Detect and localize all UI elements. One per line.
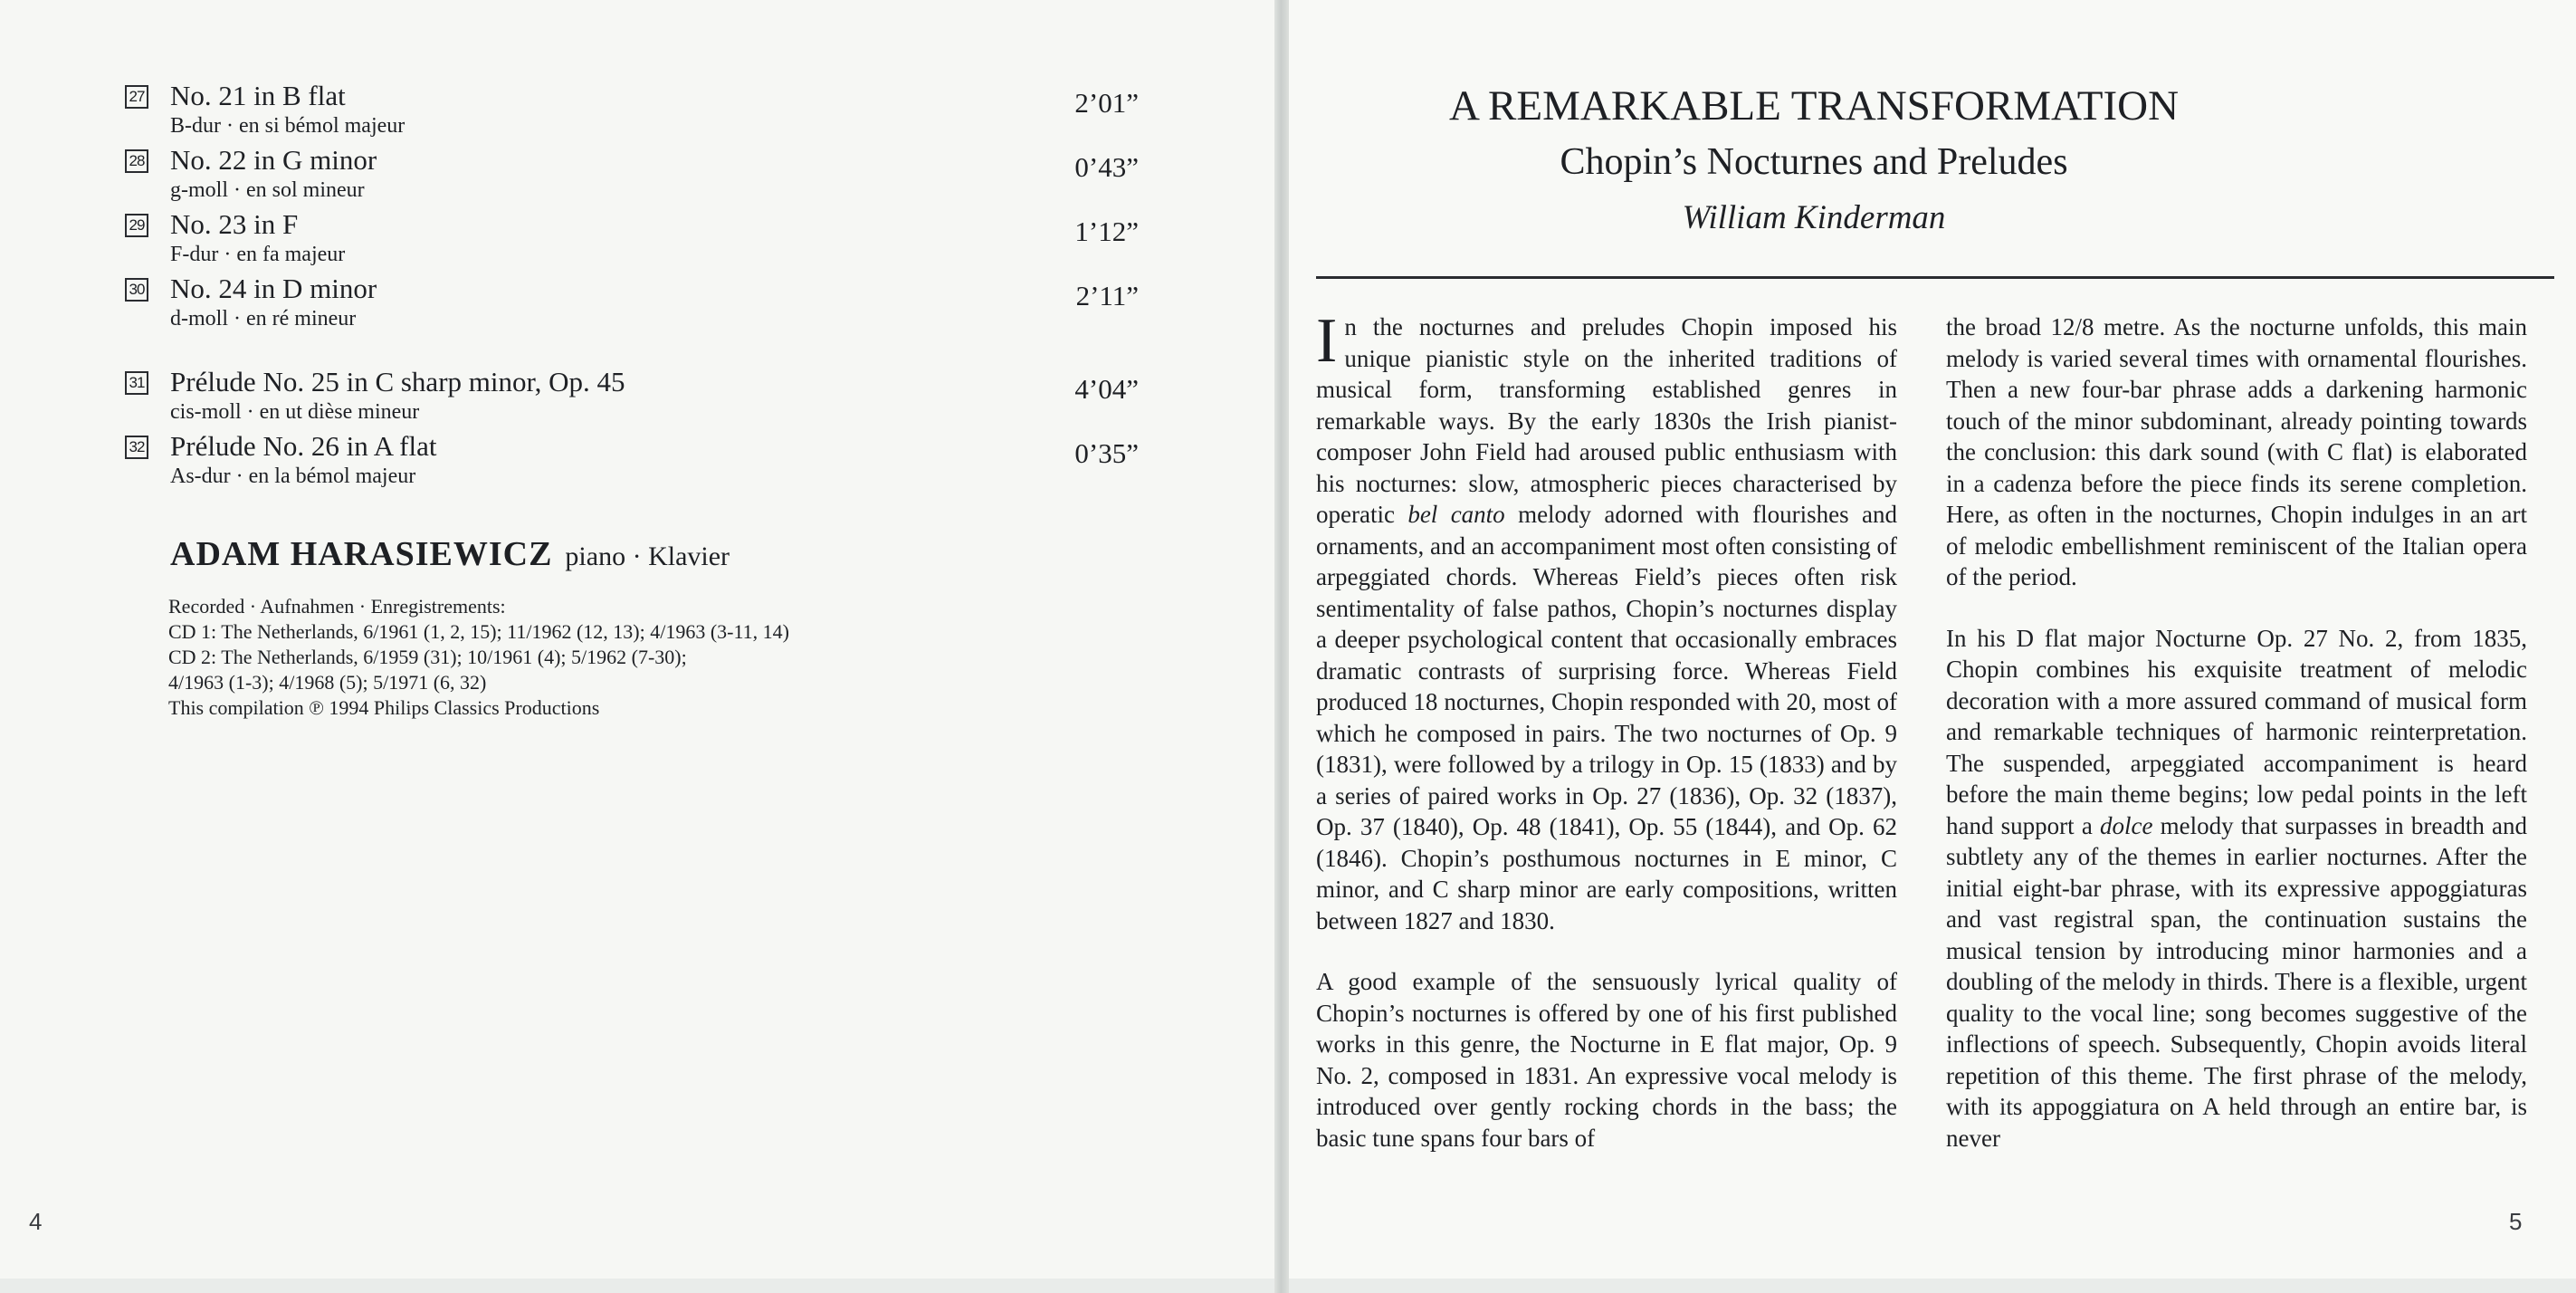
left-page xyxy=(0,0,1274,1279)
track-duration: 2’01” xyxy=(1074,87,1139,119)
track-duration: 2’11” xyxy=(1075,280,1139,311)
track-title: Prélude No. 26 in A flat xyxy=(170,430,437,462)
track-number: 30 xyxy=(125,278,148,302)
track-number: 27 xyxy=(125,85,148,109)
track-duration: 0’35” xyxy=(1074,437,1139,469)
page-number: 5 xyxy=(2509,1208,2523,1235)
track-key: As-dur · en la bémol majeur xyxy=(170,465,416,488)
track-title: No. 22 in G minor xyxy=(170,144,377,176)
track-title: Prélude No. 25 in C sharp minor, Op. 45 xyxy=(170,366,625,397)
essay-author: William Kinderman xyxy=(1682,199,1946,236)
track-number: 32 xyxy=(125,436,148,459)
booklet-spine xyxy=(1274,0,1289,1293)
credit-line: 4/1963 (1-3); 4/1968 (5); 5/1971 (6, 32) xyxy=(168,671,487,694)
essay-title: A REMARKABLE TRANSFORMATION xyxy=(1448,82,2180,129)
paragraph: In the nocturnes and preludes Chopin imposed his unique pianistic style on the inherited traditions of musical form, transforming established genres in remarkable ways. By the early 1830s the Irish pianist-composer John Field had aroused public enthusiasm with his nocturnes: slow, atmospheric pieces characterised by operatic bel canto melody adorned with flourishes and ornaments, and an accompaniment most often consisting of arpeggiated chords. Whereas Field’s pieces often risk sentimentality of false pathos, Chopin’s nocturnes display a deeper psychological content that occasionally embraces dramatic contrasts of surprising force. Whereas Field produced 18 nocturnes, Chopin responded with 20, most of which he composed in pairs. The two nocturnes of Op. 9 (1831), were followed by a trilogy in Op. 15 (1833) and by a series of paired works in Op. 27 (1836), Op. 32 (1837), Op. 37 (1840), Op. 48 (1841), Op. 55 (1844), and Op. 62 (1846). Chopin’s posthumous nocturnes in E minor, C minor, and C sharp minor are early compositions, written between 1827 and 1830. xyxy=(1316,306,1897,934)
credit-line: Recorded · Aufnahmen · Enregistrements: xyxy=(168,595,506,618)
text-column-1 xyxy=(1316,306,1897,1154)
track-number: 29 xyxy=(125,214,148,237)
recording-credits xyxy=(168,594,789,721)
paragraph: A good example of the sensuously lyrical quality of Chopin’s nocturnes is offered by one of his first published works in this genre, the Nocturne in E flat major, Op. 9 No. 2, composed in 1831. An expressive vocal melody is introduced over gently rocking chords in the bass; the basic tune spans four bars of xyxy=(1316,968,1897,1152)
text-column-2 xyxy=(1946,311,2527,1154)
track-title: No. 23 in F xyxy=(170,208,299,240)
track-key: F-dur · en fa majeur xyxy=(170,243,346,266)
track-title: No. 21 in B flat xyxy=(170,80,346,111)
paragraph: In his D flat major Nocturne Op. 27 No. 2, from 1835, Chopin combines his exquisite treatment of melodic decoration with a more assured command of musical form and remarkable techniques of harmonic reinterpretation. The suspended, arpeggiated accompaniment is heard before the main theme begins; low pedal points in the left hand support a dolce melody that surpasses in breadth and subtlety any of the themes in earlier nocturnes. After the initial eight-bar phrase, with its expressive appoggiaturas and vast registral span, the continuation sustains the musical tension by introducing minor harmonies and a doubling of the melody in thirds. There is a flexible, urgent quality to the vocal line; song becomes suggestive of the inflections of speech. Subsequently, Chopin avoids literal repetition of this theme. The first phrase of the melody, with its appoggiatura on A held through an entire bar, is never xyxy=(1946,624,2527,1152)
drop-cap: I xyxy=(1316,306,1338,376)
heading-divider xyxy=(1316,276,2554,279)
credit-line: This compilation ℗ 1994 Philips Classics Productions xyxy=(168,696,600,719)
track-title: No. 24 in D minor xyxy=(170,273,377,304)
credit-line: CD 1: The Netherlands, 6/1961 (1, 2, 15); 11/1962 (12, 13); 4/1963 (3-11, 14) xyxy=(168,620,789,643)
track-duration: 1’12” xyxy=(1074,216,1139,247)
artist-instrument: piano · Klavier xyxy=(565,541,730,571)
essay-heading xyxy=(1289,78,2339,246)
track-key: g-moll · en sol mineur xyxy=(170,178,365,202)
track-duration: 4’04” xyxy=(1074,373,1139,405)
time-signature: 12/8 xyxy=(2050,313,2094,340)
essay-subtitle: Chopin’s Nocturnes and Preludes xyxy=(1560,141,2068,183)
track-key: B-dur · en si bémol majeur xyxy=(170,114,405,138)
track-key: cis-moll · en ut dièse mineur xyxy=(170,400,420,424)
performer xyxy=(170,534,730,574)
track-number: 28 xyxy=(125,149,148,173)
paragraph: the broad 12/8 metre. As the nocturne unfolds, this main melody is varied several times with ornamental flourishes. Then a new four-bar phrase adds a darkening harmonic touch of the minor subdominant, already pointing towards the conclusion: this dark sound (with C flat) is elaborated in a cadenza before the piece finds its serene completion. Here, as often in the nocturnes, Chopin indulges in an art of melodic embellishment reminiscent of the Italian opera of the period. xyxy=(1946,313,2527,590)
artist-name: ADAM HARASIEWICZ xyxy=(170,535,553,573)
track-number: 31 xyxy=(125,371,148,395)
track-duration: 0’43” xyxy=(1074,151,1139,183)
right-page xyxy=(1289,0,2576,1279)
credit-line: CD 2: The Netherlands, 6/1959 (31); 10/1961 (4); 5/1962 (7-30); xyxy=(168,646,687,668)
track-key: d-moll · en ré mineur xyxy=(170,307,357,330)
page-number: 4 xyxy=(29,1208,43,1235)
